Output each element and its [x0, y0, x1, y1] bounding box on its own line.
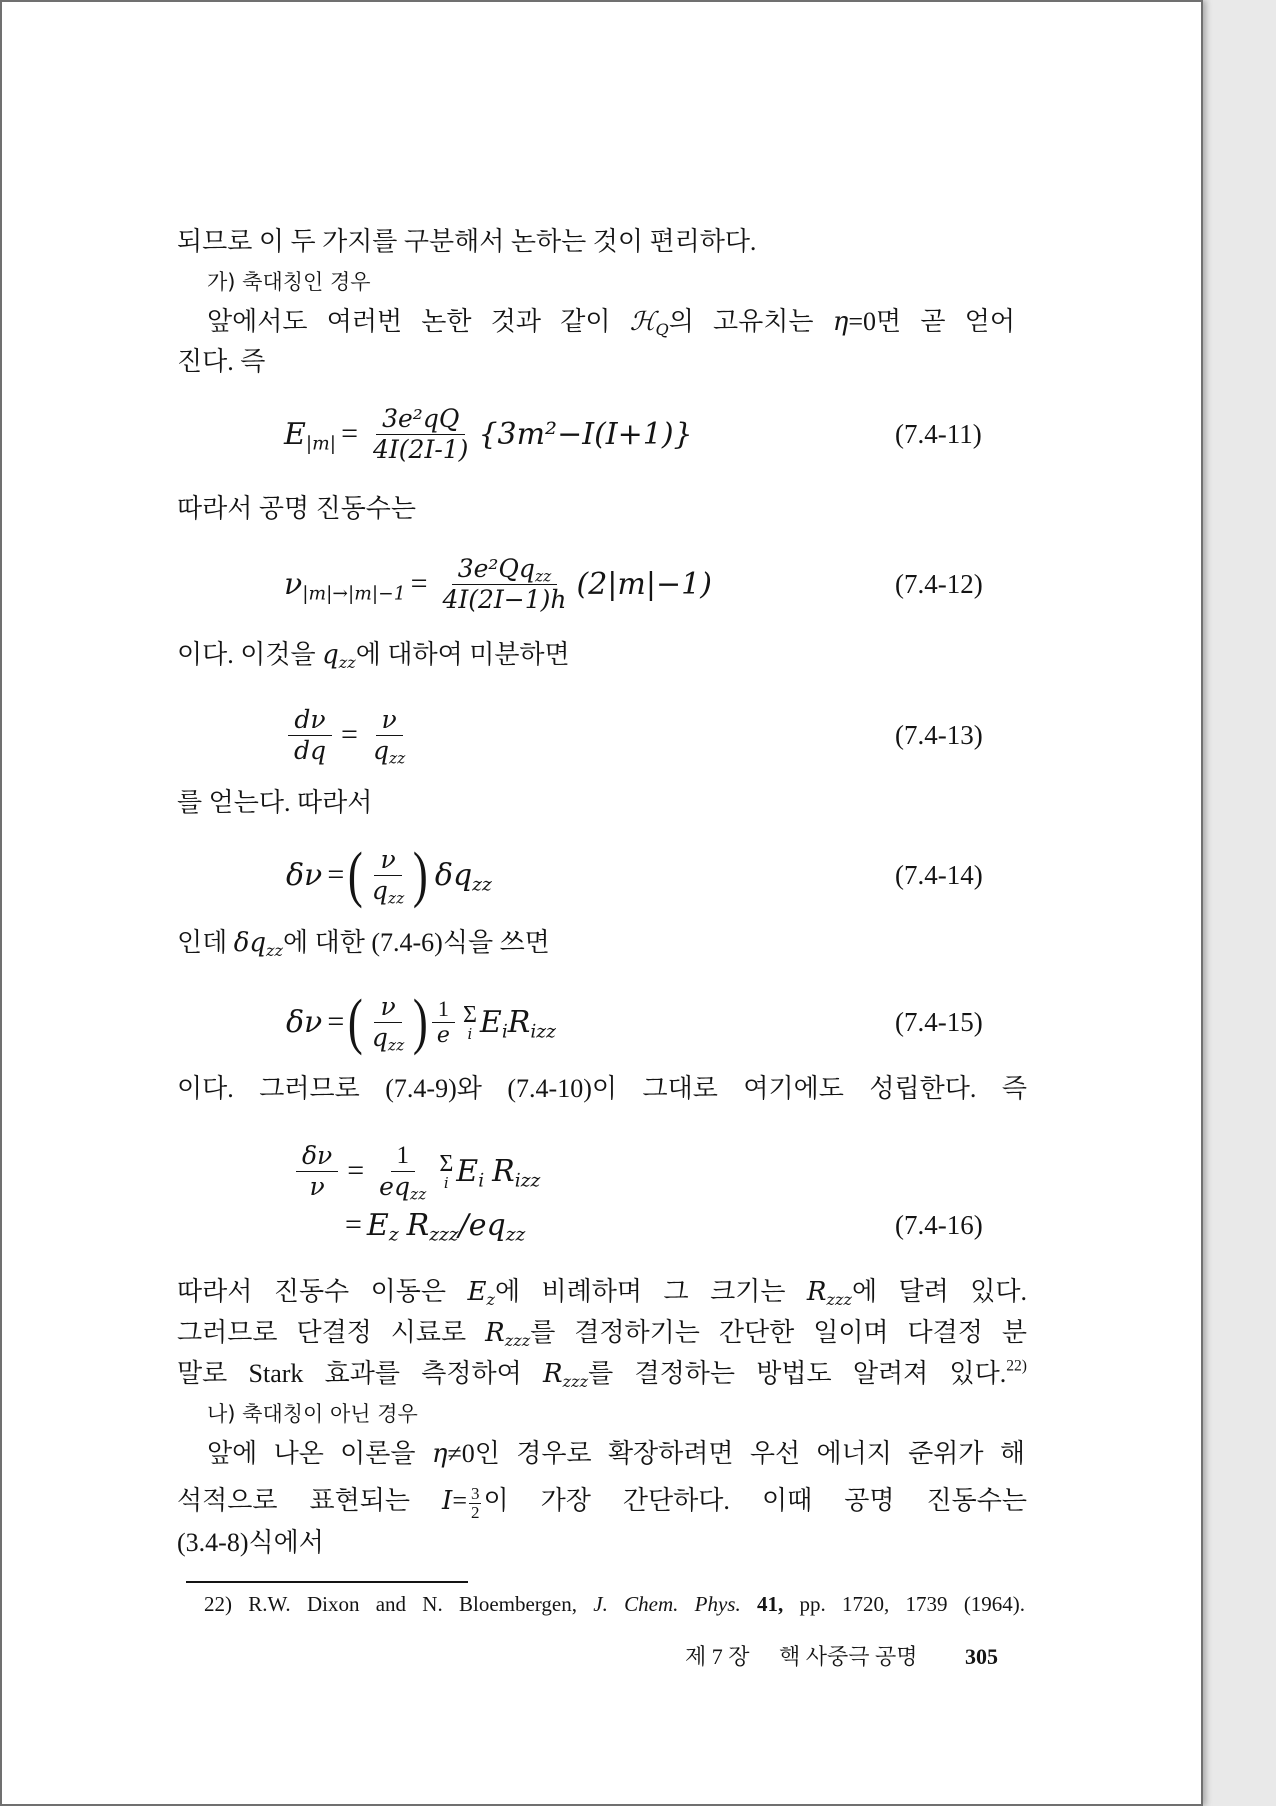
body-line	[177, 926, 550, 960]
delta-nu: δν	[286, 857, 323, 893]
text-run: 이다. 이것을	[177, 640, 323, 669]
numerator: dν	[288, 705, 331, 736]
numerator	[452, 554, 558, 585]
fraction	[373, 1141, 432, 1202]
numerator: ν	[374, 845, 401, 876]
subscript: |m|	[305, 433, 337, 455]
text-run: 에 대한 (7.4-6)식을 쓰면	[283, 928, 550, 957]
tensor-symbol: R	[492, 1153, 515, 1189]
footnote-rule	[186, 1581, 468, 1583]
left-paren: (	[348, 841, 363, 909]
text-run: 에 비례하며 그 크기는	[494, 1277, 807, 1306]
body-line: 진다. 즉	[177, 347, 266, 376]
denominator-base: eq	[379, 1171, 410, 1201]
body-line	[177, 1316, 1027, 1350]
equals-sign: =	[345, 1208, 362, 1241]
text-run: 에 달려 있다.	[851, 1277, 1028, 1306]
nu-symbol: ν	[284, 566, 303, 602]
footnote-pages: pp. 1720, 1739 (1964).	[799, 1592, 1026, 1616]
footnote-authors: R.W. Dixon and N. Bloembergen,	[248, 1592, 577, 1616]
divisor: /eq	[458, 1207, 506, 1243]
text-run: 석적으로 표현되는	[177, 1486, 443, 1515]
numerator: δν	[296, 1141, 338, 1172]
eta-symbol: η	[832, 307, 849, 337]
body-line: 이다. 그러므로 (7.4-9)와 (7.4-10)이 그대로 여기에도 성립한다. 즉	[177, 1074, 1027, 1103]
equals-sign: =	[327, 858, 345, 891]
body-line: 따라서 공명 진동수는	[177, 494, 417, 523]
footnote-marker: 22)	[204, 1592, 232, 1616]
numerator: 3	[470, 1483, 480, 1503]
equation-number: (7.4-15)	[895, 1007, 983, 1037]
body-line	[177, 638, 570, 672]
tensor-term	[492, 1153, 541, 1192]
field-term	[479, 1004, 508, 1043]
text-run: 앞에 나온 이론을	[207, 1439, 432, 1468]
numerator-base: 3e²Qq	[457, 553, 535, 583]
inline-fraction	[469, 1485, 482, 1522]
equation-7-4-14	[286, 830, 492, 920]
denominator-base: q	[371, 1022, 388, 1052]
subscript: |m|→|m|−1	[302, 583, 406, 605]
body-line	[177, 1275, 1027, 1309]
text-run: 따라서 진동수 이동은	[177, 1277, 468, 1306]
fraction	[296, 1141, 338, 1202]
numerator: ν	[374, 992, 401, 1023]
text-run: 그러므로 단결정 시료로	[177, 1318, 486, 1347]
subscript: izz	[530, 1021, 556, 1043]
denominator: e	[436, 1022, 450, 1048]
left-paren: (	[348, 988, 363, 1056]
tensor-term	[507, 1004, 556, 1043]
body-line: (3.4-8)식에서	[177, 1528, 324, 1557]
text-run: 에 대하여 미분하면	[355, 640, 570, 669]
tensor-symbol: R	[406, 1207, 430, 1243]
field-symbol: E	[456, 1153, 479, 1189]
sigma-symbol: Σ	[462, 1001, 477, 1028]
body-line	[207, 305, 1015, 339]
equals-sign: =	[452, 1486, 467, 1515]
equation-7-4-16-continuation	[340, 1200, 525, 1250]
body-line	[177, 1483, 1027, 1522]
equation-number: (7.4-14)	[895, 860, 983, 890]
subscript: zz	[409, 1185, 427, 1204]
summation	[439, 1152, 453, 1191]
denominator	[366, 1023, 410, 1053]
delta-q-term	[434, 857, 492, 896]
denominator-base: q	[371, 875, 388, 905]
fraction	[367, 705, 411, 766]
footnote-volume: 41,	[756, 1592, 784, 1616]
subscript: zz	[387, 889, 405, 908]
body-line	[177, 1357, 1027, 1391]
summation-index: i	[443, 1173, 449, 1192]
field-symbol: E	[366, 1207, 389, 1243]
denominator: 4I(2I-1)	[373, 434, 469, 464]
expression: {3m²−I(I+1)}	[478, 416, 693, 452]
field-symbol: E	[467, 1277, 487, 1307]
fraction	[436, 554, 572, 615]
text-run: =0면 곧 얻어	[848, 307, 1015, 336]
equation-7-4-16	[292, 1131, 540, 1211]
expression: (2|m|−1)	[576, 566, 712, 602]
delta-q-symbol: δq	[233, 928, 267, 958]
eta-symbol: η	[431, 1439, 448, 1469]
subscript: i	[501, 1021, 508, 1043]
page-number: 305	[965, 1644, 998, 1669]
field-term	[456, 1153, 485, 1192]
denominator	[367, 736, 411, 766]
text-run: 를 결정하는 방법도 알려져 있다.	[588, 1359, 1007, 1388]
fraction	[288, 705, 332, 766]
subscript: zzz	[562, 1371, 589, 1391]
hamiltonian-symbol: ℋ	[629, 307, 656, 337]
q-symbol: q	[322, 640, 339, 670]
energy-term	[284, 416, 337, 455]
summation	[463, 1003, 477, 1042]
equation-7-4-12	[284, 539, 712, 629]
equation-number: (7.4-11)	[895, 419, 982, 449]
equals-sign: =	[347, 1154, 365, 1187]
equation-number: (7.4-13)	[895, 720, 983, 750]
body-line: 되므로 이 두 가지를 구분해서 논하는 것이 편리하다.	[177, 227, 757, 256]
footnote	[204, 1591, 1025, 1617]
denominator	[366, 876, 410, 906]
numerator: 1	[432, 996, 455, 1023]
text-run: ≠0인 경우로 확장하려면 우선 에너지 준위가 해	[447, 1439, 1026, 1468]
tensor-term	[406, 1207, 526, 1246]
delta-nu: δν	[286, 1004, 323, 1040]
subscript: zz	[388, 749, 406, 768]
equation-7-4-15	[286, 977, 556, 1067]
text-run: 의 고유치는	[668, 307, 833, 336]
equals-sign: =	[341, 417, 358, 450]
denominator-base: q	[372, 735, 389, 765]
summation-index: i	[467, 1024, 473, 1043]
text-run: 를 결정하기는 간단한 일이며 다결정 분	[530, 1318, 1027, 1347]
tensor-symbol: R	[485, 1318, 505, 1348]
subscript: zz	[505, 1224, 526, 1246]
subscript: z	[388, 1224, 399, 1246]
numerator: 3e²qQ	[376, 404, 465, 435]
equation-7-4-13	[284, 690, 415, 780]
delta-q: δq	[434, 857, 473, 893]
section-heading-axial: 가) 축대칭인 경우	[207, 270, 371, 294]
tensor-symbol: R	[806, 1277, 827, 1307]
frequency-term	[284, 566, 406, 605]
field-term	[366, 1207, 399, 1246]
sigma-symbol: Σ	[439, 1150, 454, 1177]
body-line	[207, 1437, 1025, 1471]
fraction	[366, 845, 410, 906]
footer-chapter: 제 7 장	[685, 1644, 750, 1669]
text-run: 말로 Stark 효과를 측정하여	[177, 1359, 544, 1388]
right-paren: )	[413, 988, 429, 1056]
equals-sign: =	[341, 718, 358, 751]
spin-symbol: I	[442, 1486, 453, 1516]
subscript: zz	[266, 940, 284, 960]
subscript: Q	[655, 319, 669, 339]
numerator: 1	[391, 1141, 416, 1172]
denominator: dq	[294, 735, 327, 765]
fraction	[431, 996, 456, 1049]
denominator: ν	[309, 1171, 325, 1201]
denominator: 2	[470, 1502, 480, 1522]
equals-sign: =	[327, 1005, 345, 1038]
numerator: ν	[376, 705, 403, 736]
right-paren: )	[413, 841, 429, 909]
body-line: 를 얻는다. 따라서	[177, 788, 373, 817]
field-symbol: E	[479, 1004, 502, 1040]
tensor-symbol: R	[543, 1359, 563, 1389]
text-run: 이 가장 간단하다. 이때 공명 진동수는	[483, 1486, 1027, 1515]
subscript: zzz	[429, 1224, 459, 1246]
footnote-reference: 22)	[1006, 1357, 1027, 1375]
subscript: zz	[472, 874, 492, 896]
subscript: zzz	[826, 1289, 852, 1309]
equals-sign: =	[410, 567, 428, 600]
text-run: 앞에서도 여러번 논한 것과 같이	[207, 307, 630, 336]
fraction	[367, 404, 474, 465]
footnote-journal: J. Chem. Phys.	[593, 1592, 741, 1616]
footer-title: 핵 사중극 공명	[779, 1644, 918, 1669]
subscript: zz	[534, 567, 552, 586]
equation-number: (7.4-16)	[895, 1210, 983, 1240]
equation-7-4-11	[284, 389, 693, 479]
subscript: zz	[338, 652, 356, 672]
denominator: 4I(2I−1)h	[442, 584, 567, 614]
section-heading-non-axial: 나) 축대칭이 아닌 경우	[207, 1402, 418, 1426]
subscript: zz	[387, 1036, 405, 1055]
tensor-symbol: R	[507, 1004, 531, 1040]
text-run: 인데	[177, 928, 234, 957]
energy-symbol: E	[284, 416, 306, 452]
subscript: zzz	[504, 1330, 531, 1350]
denominator	[373, 1172, 432, 1202]
fraction	[366, 992, 410, 1053]
subscript: z	[486, 1289, 495, 1309]
subscript: i	[478, 1170, 485, 1192]
subscript: izz	[514, 1170, 541, 1192]
equation-number: (7.4-12)	[895, 569, 983, 599]
